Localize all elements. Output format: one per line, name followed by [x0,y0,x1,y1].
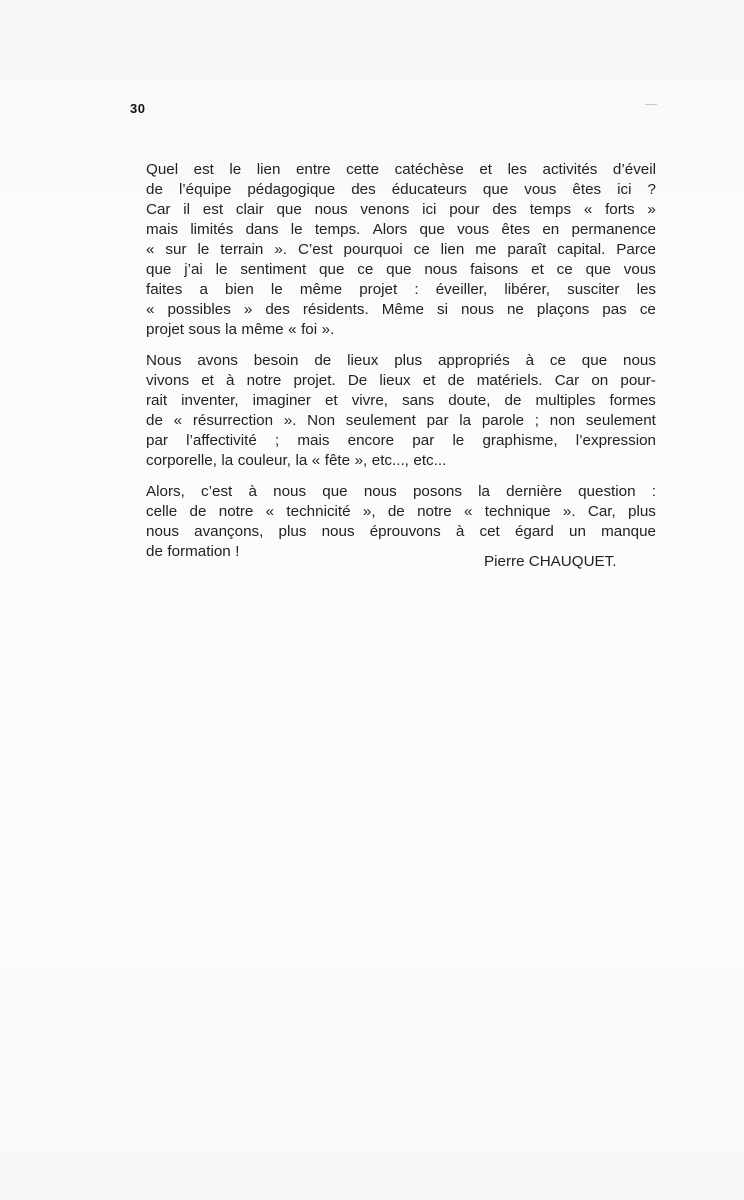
word: est [193,161,214,178]
text-line [146,351,656,371]
word: fête [324,452,351,469]
word: ce [639,301,656,318]
word: que [585,261,611,278]
word: sans [402,392,435,409]
word: de [314,352,332,369]
word: vivre, [351,392,388,409]
text-line [146,200,656,220]
word: ! [235,543,240,560]
text-line [146,482,656,502]
text-line [146,240,656,260]
word: à [525,352,535,369]
word: la [225,321,237,338]
word: plus [278,523,307,540]
word: la [221,452,234,469]
word: ? [647,181,656,198]
text-line [146,522,656,542]
article-body [146,160,656,573]
word: à [455,523,465,540]
word: projet. [293,372,336,389]
word: graphisme, [482,432,558,449]
word: projet [146,321,184,338]
word: et [324,392,338,409]
word: nous [363,483,397,500]
word: forts [605,201,635,218]
word: pas [602,301,627,318]
word: clair [235,201,264,218]
word: » [647,201,656,218]
word: projet [359,281,398,298]
word: lieux [379,372,411,389]
word: pour- [620,372,656,389]
word: d’éveil [612,161,656,178]
word: ce [413,241,430,258]
text-line [146,431,656,451]
word: permanence [571,221,656,238]
word: plus [628,503,656,520]
word: Non [307,412,336,429]
word: « [265,503,275,520]
word: C’est [297,241,333,258]
word: De [347,372,368,389]
word: seulement [585,412,656,429]
word: cet [479,523,500,540]
word: dernière [506,483,562,500]
word: foi [301,321,318,338]
word: que [319,261,345,278]
word: ce [357,261,374,278]
word: de [387,503,405,520]
text-line [146,371,656,391]
word: bien [225,281,254,298]
word: lien [256,161,281,178]
word: Car [554,372,580,389]
word: c’est [201,483,233,500]
word: on [591,372,609,389]
word: question [578,483,636,500]
word: sentiment [240,261,307,278]
word: « [463,503,473,520]
word: temps. [314,221,361,238]
scan-mark [645,104,657,105]
word: le [270,281,283,298]
word: limités [190,221,234,238]
word: », [362,503,376,520]
text-line [146,391,656,411]
text-line [146,280,656,300]
word: que [482,181,509,198]
word: en [542,221,560,238]
word: Parce [616,241,656,258]
word: de [146,412,163,429]
paragraph-2 [146,351,656,471]
word: entre [295,161,331,178]
word: manque [601,523,656,540]
word: par [426,412,449,429]
word: l’expression [575,432,656,449]
word: le [452,432,465,449]
word: faisons [470,261,519,278]
word: vous [457,221,490,238]
word: ; [534,412,540,429]
word: par [412,432,435,449]
word: nous [273,483,307,500]
word: nous [314,201,348,218]
word: pour [449,201,480,218]
word: même [299,281,343,298]
word: vivons [146,372,190,389]
text-line [146,300,656,320]
word: que [581,352,608,369]
word: Nous [146,352,182,369]
word: matériels. [476,372,543,389]
word: éducateurs [391,181,467,198]
text-line [146,502,656,522]
word: notre [417,503,452,520]
word: etc... [413,452,447,469]
word: technique [484,503,551,520]
word: la [459,412,472,429]
word: lien [440,241,465,258]
word: que [386,261,412,278]
word: « [583,201,593,218]
word: formation [167,543,231,560]
word: notre [246,372,282,389]
word: cette [346,161,380,178]
word: ne [506,301,524,318]
text-line [146,180,656,200]
paragraph-3 [146,482,656,562]
word: avançons, [194,523,264,540]
word: Quel [146,161,179,178]
word: avons [197,352,238,369]
word: le [215,261,228,278]
word: la [295,452,308,469]
word: Car, [587,503,616,520]
word: vous [524,181,557,198]
text-line [146,260,656,280]
word: sur [165,241,187,258]
word: éveiller, [435,281,488,298]
word: les [636,281,656,298]
word: doute, [448,392,491,409]
word: et [479,161,493,178]
word: de [189,503,207,520]
word: de [504,392,522,409]
word: lieux [347,352,379,369]
word: les [507,161,527,178]
word: nous [321,523,355,540]
word: à [226,372,235,389]
word: Alors [372,221,408,238]
word: des [492,201,517,218]
word: ; [274,432,280,449]
word: le [197,241,210,258]
word: technicité [286,503,351,520]
word: vous [623,261,656,278]
word: résurrection [192,412,274,429]
word: nous [623,352,656,369]
word: égard [514,523,554,540]
word: venons [360,201,410,218]
word: êtes [501,221,531,238]
word: nous [146,523,179,540]
word: « [146,301,155,318]
word: que [146,261,172,278]
word: le [229,161,242,178]
word: « [173,412,183,429]
page-number: 30 [130,101,146,116]
word: est [202,201,224,218]
word: », [354,452,368,469]
word: susciter [567,281,620,298]
word: plus [394,352,423,369]
word: de [146,181,163,198]
word: pourquoi [343,241,403,258]
word: ce [549,352,566,369]
word: j’ai [184,261,203,278]
word: de [447,372,465,389]
word: plaçons [536,301,590,318]
word: paraît [507,241,547,258]
word: » [243,301,253,318]
word: résidents. [302,301,369,318]
word: ici [422,201,437,218]
word: sous [188,321,221,338]
word: activités [542,161,598,178]
word: par [146,432,168,449]
word: posons [412,483,462,500]
word: corporelle, [146,452,217,469]
word: que [276,201,302,218]
word: ». [283,412,297,429]
word: un [569,523,586,540]
word: à [248,483,257,500]
word: notre [218,503,254,520]
word: et [422,372,436,389]
word: appropriés [437,352,510,369]
word: ». [562,503,576,520]
word: temps [529,201,572,218]
word: des [351,181,376,198]
word: ». [274,241,287,258]
word: ce [556,261,573,278]
text-line [146,411,656,431]
word: me [475,241,497,258]
word: mais [297,432,330,449]
word: libérer, [504,281,550,298]
word: que [322,483,348,500]
word: ici [617,181,632,198]
word: « [288,321,297,338]
text-line [146,160,656,180]
word: Alors, [146,483,185,500]
word: nous [460,301,494,318]
word: besoin [253,352,299,369]
word: éprouvons [369,523,441,540]
word: pédagogique [247,181,336,198]
word: l’équipe [178,181,232,198]
word: formes [609,392,656,409]
word: mais [146,221,179,238]
word: Car [146,201,171,218]
word: imaginer [252,392,311,409]
word: êtes [572,181,602,198]
word: le [290,221,303,238]
word: encore [347,432,395,449]
word: non [549,412,576,429]
text-line [146,320,656,340]
text-line [146,220,656,240]
word: : [651,483,656,500]
word: que [419,221,445,238]
word: rait [146,392,168,409]
word: Même [381,301,424,318]
word: l’affectivité [186,432,257,449]
word: parole [481,412,525,429]
word: même [241,321,284,338]
word: inventer, [181,392,239,409]
word: dans [245,221,279,238]
word: possibles [167,301,231,318]
word: la [478,483,490,500]
signature: Pierre CHAUQUET. [484,553,617,570]
word: des [265,301,290,318]
text-line [146,451,656,471]
word: a [199,281,208,298]
word: si [436,301,448,318]
word: de [146,543,163,560]
word: celle [146,503,178,520]
word: multiples [535,392,596,409]
word: nous [424,261,458,278]
word: « [311,452,321,469]
word: faites [146,281,183,298]
word: il [183,201,191,218]
word: et [201,372,214,389]
word: couleur, [237,452,291,469]
word: etc..., [371,452,409,469]
word: capital. [557,241,606,258]
word: et [531,261,544,278]
word: terrain [220,241,264,258]
word: « [146,241,155,258]
word: seulement [345,412,416,429]
paragraph-1 [146,160,656,340]
word: ». [321,321,335,338]
word: : [414,281,419,298]
word: catéchèse [394,161,464,178]
